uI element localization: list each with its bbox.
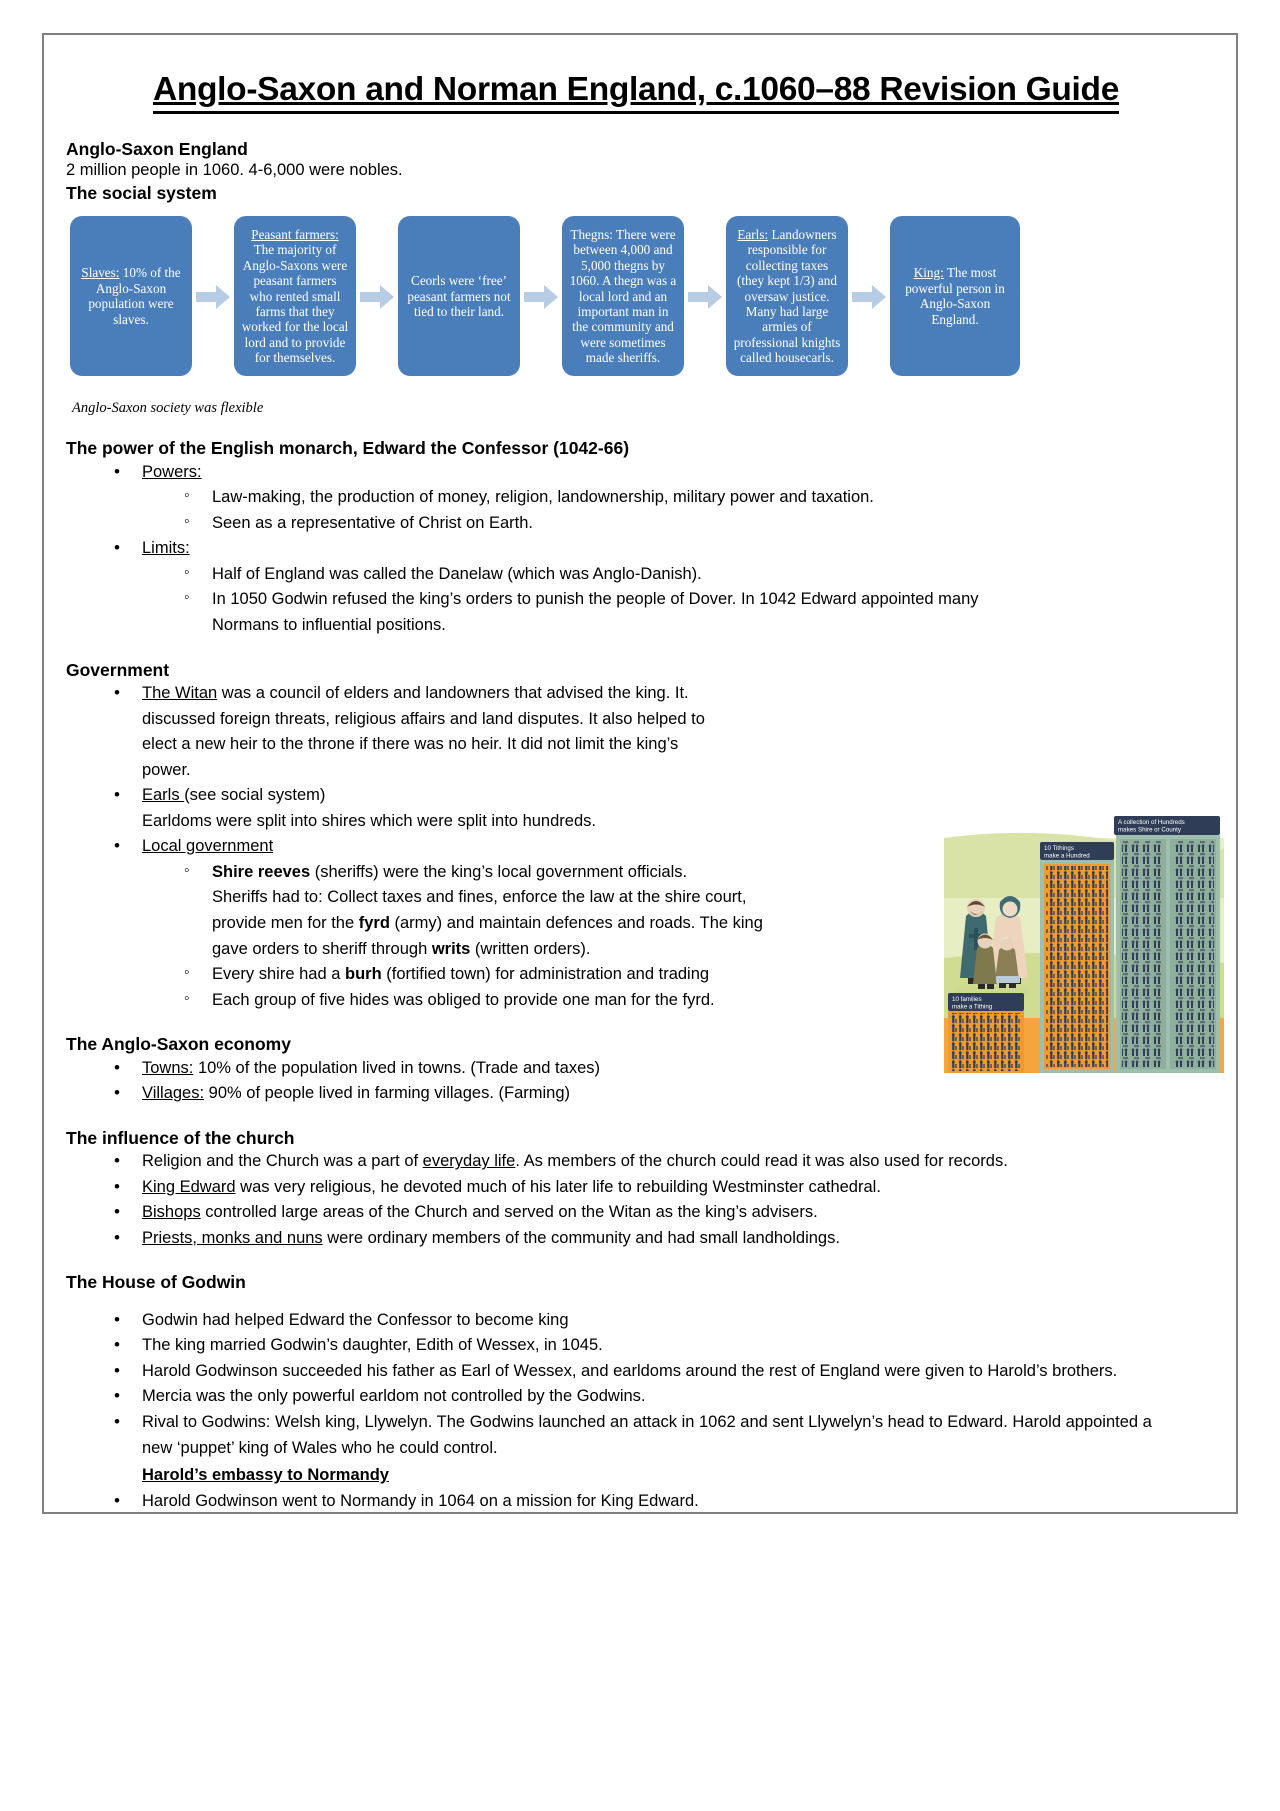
shire-reeves-text: (sheriffs) were the king’s local government officials. (310, 862, 688, 881)
list-item-witan (66, 681, 1206, 783)
svg-text:10 Tithings: 10 Tithings (1044, 845, 1074, 852)
heading-house-of-godwin: The House of Godwin (66, 1272, 246, 1293)
king-edward-label: King Edward (142, 1177, 236, 1196)
witan-label: The Witan (142, 683, 218, 702)
list-item: • Harold Godwinson succeeded his father as Earl of Wessex, and earldoms around the rest of England were given to Harold’s brothers. (66, 1359, 1206, 1385)
flow-label-earls: Earls: (737, 226, 769, 242)
flow-arrow-5 (848, 216, 890, 378)
hundreds-shires-infographic (944, 808, 1224, 1073)
list-item: • Godwin had helped Edward the Confessor to become king (66, 1308, 1206, 1334)
svg-text:makes Shire or County: makes Shire or County (1118, 826, 1181, 834)
flow-box-earls (726, 216, 848, 376)
flow-text-peasant-farmers: The majority of Anglo-Saxons were peasant farmers who rented small farms that they worked for the local lord and to provide for themselves. (241, 242, 349, 366)
svg-text:make a Tithing: make a Tithing (952, 1003, 993, 1011)
svg-text:A collection of Hundreds: A collection of Hundreds (1118, 819, 1185, 826)
towns-label: Towns: (142, 1058, 194, 1077)
flow-arrow-2 (356, 216, 398, 378)
list-item: • Harold Godwinson went to Normandy in 1064 on a mission for King Edward. (66, 1489, 1206, 1515)
list-item-king-edward (66, 1175, 1206, 1201)
burh-pre: Every shire had a (212, 965, 345, 984)
flow-box-peasant-farmers (234, 216, 356, 376)
heading-government: Government (66, 659, 170, 680)
flowchart-caption: Anglo-Saxon society was flexible (72, 400, 264, 417)
religion-pre: Religion and the Church was a part of (142, 1152, 423, 1171)
list-item (66, 1410, 1206, 1489)
religion-post: . As members of the church could read it was also used for records. (515, 1152, 1008, 1171)
flow-text-slaves: 10% of the Anglo-Saxon population were slaves. (88, 265, 181, 327)
witan-text: was a council of elders and landowners that advised the king. It. discussed foreign threats, religious affairs and land disputes. It also helped to elect a new heir to the throne if there was no heir. It did not limit the king’s power. (142, 683, 705, 779)
list-item: ◦ Half of England was called the Danelaw (which was Anglo-Danish). (66, 562, 1206, 588)
flow-text-ceorls: Ceorls were ‘free’ peasant farmers not tied to their land. (407, 273, 511, 319)
heading-monarch-power: The power of the English monarch, Edward the Confessor (1042-66) (66, 438, 630, 459)
flow-label-slaves: Slaves: (81, 265, 120, 281)
towns-text: 10% of the population lived in towns. (Trade and taxes) (193, 1058, 600, 1077)
priests-text: were ordinary members of the community and had small landholdings. (322, 1228, 840, 1247)
heading-social-system: The social system (66, 182, 217, 203)
list-item: ◦ In 1050 Godwin refused the king’s orders to punish the people of Dover. In 1042 Edward appointed many Normans to influential positions. (66, 587, 1206, 638)
flow-arrow-3 (520, 216, 562, 378)
heading-anglo-saxon-england: Anglo-Saxon England (66, 139, 248, 159)
bishops-text: controlled large areas of the Church and served on the Witan as the king’s advisers. (200, 1203, 818, 1222)
everyday-life-label: everyday life (422, 1152, 516, 1171)
flow-text-king: The most powerful person in Anglo-Saxon England. (905, 265, 1005, 327)
flow-label-king: King: (913, 265, 944, 281)
flow-box-ceorls (398, 216, 520, 376)
list-item-earls (66, 783, 1206, 809)
list-item-villages (66, 1081, 1206, 1107)
flow-text-earls: Landowners responsible for collecting taxes (they kept 1/3) and oversaw justice. Many had large armies of professional knights called housecarls. (733, 226, 841, 366)
bishops-label: Bishops (142, 1203, 201, 1222)
list-item: • Mercia was the only powerful earldom not controlled by the Godwins. (66, 1384, 1206, 1410)
limits-sublist (66, 562, 1206, 639)
heading-economy: The Anglo-Saxon economy (66, 1034, 291, 1055)
flow-box-thegns (562, 216, 684, 376)
flow-box-king (890, 216, 1020, 376)
list-item-priests (66, 1226, 1206, 1252)
sheriffs-duties-part3: (written orders). (470, 939, 591, 958)
svg-text:make a Hundred: make a Hundred (1044, 852, 1090, 860)
monarch-power-list (66, 460, 1206, 486)
burh-post: (fortified town) for administration and trading (381, 965, 710, 984)
page-border (42, 33, 1238, 1514)
flow-text-thegns: Thegns: There were between 4,000 and 5,000 thegns by 1060. A thegn was a local lord and an important man in the community and were sometimes made sheriffs. (569, 226, 677, 366)
list-item-powers (66, 460, 1206, 486)
list-item: • The king married Godwin’s daughter, Edith of Wessex, in 1045. (66, 1333, 1206, 1359)
local-government-label: Local government (142, 837, 274, 856)
list-item-limits (66, 536, 1206, 562)
flow-label-peasant-farmers: Peasant farmers: (251, 226, 339, 242)
church-list (66, 1149, 1206, 1251)
limits-label: Limits: (142, 539, 190, 558)
priests-label: Priests, monks and nuns (142, 1228, 323, 1247)
page-title-text: Anglo-Saxon and Norman England, c.1060–88 Revision Guide (153, 71, 1119, 114)
earls-label: Earls (142, 786, 185, 805)
flow-arrow-1 (192, 216, 234, 378)
shire-reeves-bold: Shire reeves (212, 862, 311, 881)
anglo-saxon-intro: 2 million people in 1060. 4-6,000 were nobles. (66, 161, 403, 180)
page-title (66, 71, 1206, 112)
villages-label: Villages: (142, 1084, 205, 1103)
villages-text: 90% of people lived in farming villages. (Farming) (204, 1084, 570, 1103)
harold-embassy-heading: Harold’s embassy to Normandy (142, 1466, 389, 1485)
flow-arrow-4 (684, 216, 726, 378)
list-item: ◦ Law-making, the production of money, religion, landownership, military power and taxation. (66, 485, 1206, 511)
social-system-flowchart (66, 216, 1206, 378)
list-item: ◦ Seen as a representative of Christ on Earth. (66, 511, 1206, 537)
king-edward-text: was very religious, he devoted much of his later life to rebuilding Westminster cathedral. (235, 1177, 881, 1196)
burh-bold: burh (344, 965, 382, 984)
list-item-religion (66, 1149, 1206, 1175)
monarch-limits-list (66, 536, 1206, 562)
earls-sub-line: Earldoms were split into shires which were split into hundreds. (142, 811, 596, 830)
sheriffs-duties-part2: (army) and maintain defences and roads. The king gave orders to sheriff through (212, 914, 763, 958)
earls-text: (see social system) (184, 786, 326, 805)
powers-sublist (66, 485, 1206, 536)
godwin-list (66, 1308, 1206, 1515)
godwin-rival-text: Rival to Godwins: Welsh king, Llywelyn. The Godwins launched an attack in 1062 and sent Llywelyn’s head to Edward. Harold appointed a new ‘puppet’ king of Wales who he could control. (142, 1413, 1152, 1457)
powers-label: Powers: (142, 462, 202, 481)
flow-box-slaves (70, 216, 192, 376)
list-item-bishops (66, 1200, 1206, 1226)
sheriffs-duties-part1: Sheriffs had to: Collect taxes and fines, enforce the law at the shire court, provide men for the (212, 888, 747, 932)
fyrd-bold: fyrd (358, 914, 390, 932)
list-item-hides: ◦ Each group of five hides was obliged to provide one man for the fyrd. (66, 988, 1206, 1014)
heading-church: The influence of the church (66, 1127, 295, 1148)
writs-bold: writs (431, 939, 471, 958)
svg-text:10 families: 10 families (952, 996, 982, 1003)
